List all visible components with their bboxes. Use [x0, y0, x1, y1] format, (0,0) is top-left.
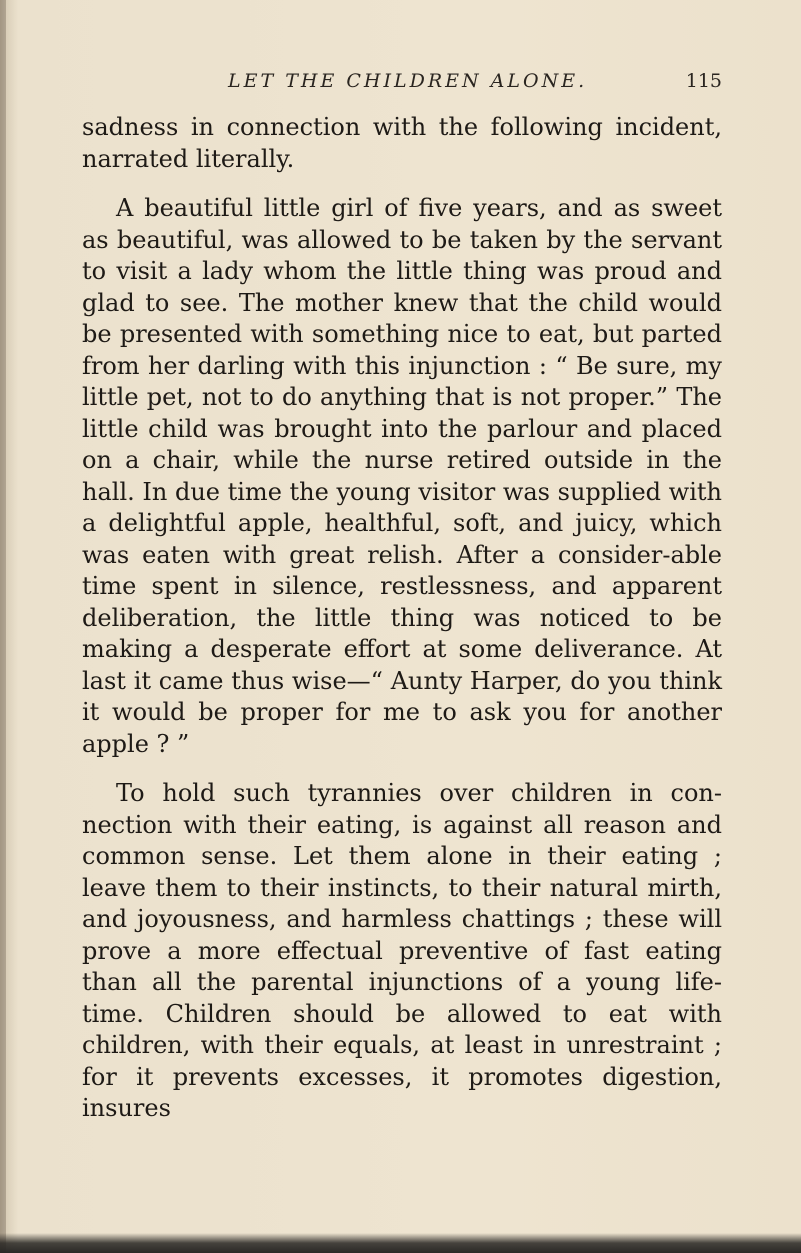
running-title: LET THE CHILDREN ALONE.: [228, 70, 588, 92]
body-text: [82, 112, 722, 1143]
paragraph-3: To hold such tyrannies over children in con-nection with their eating, is against all reason and common sense. Let them alone in their eating ; leave them to their instincts, to their natural mirth, and joyousness, and harmless chattings ; these will prove a more effectual preventive of fast eating than all the parental injunctions of a young life-time. Children should be allowed to eat with children, with their equals, at least in unrestraint ; for it prevents excesses, it promotes digestion, insures: [82, 779, 722, 1122]
paragraph-2: A beautiful little girl of five years, and as sweet as beautiful, was allowed to be taken by the servant to visit a lady whom the little thing was proud and glad to see. The mother knew that the child would be presented with something nice to eat, but parted from her darling with this injunction : “ Be sure, my little pet, not to do anything that is not proper.” The little child was brought into the parlour and placed on a chair, while the nurse retired outside in the hall. In due time the young visitor was supplied with a delightful apple, healthful, soft, and juicy, which was eaten with great relish. After a consider-able time spent in silence, restlessness, and apparent deliberation, the little thing was noticed to be making a desperate effort at some deliverance. At last it came thus wise—“ Aunty Harper, do you think it would be proper for me to ask you for another apple ? ”: [82, 194, 722, 758]
page-number: 115: [685, 70, 722, 92]
gutter-shadow: [0, 0, 6, 1253]
page-bottom-edge: [0, 1233, 801, 1253]
running-head: [92, 70, 732, 100]
paragraph-1: sadness in connection with the following incident, narrated literally.: [82, 113, 722, 173]
